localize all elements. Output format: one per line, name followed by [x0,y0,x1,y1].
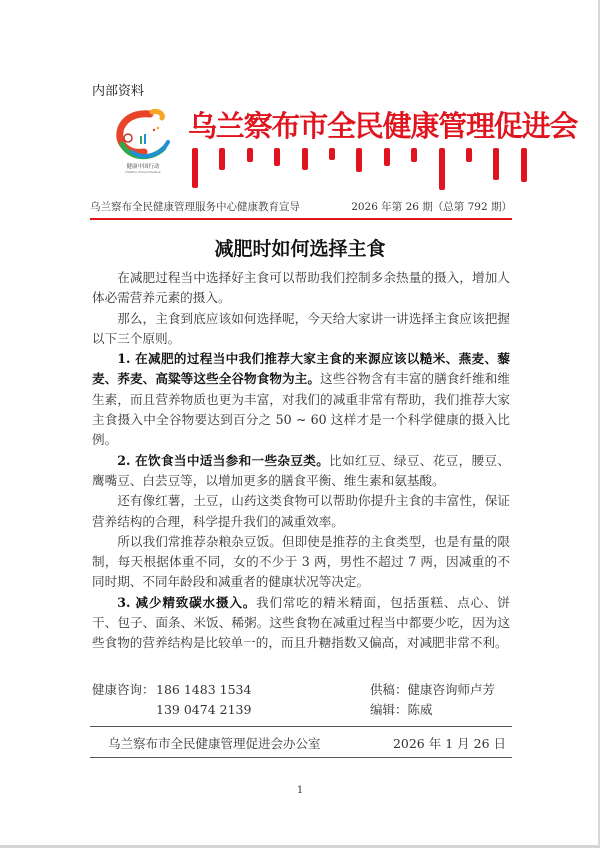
phone-1: 186 1483 1534 [156,682,252,697]
classification-label: 内部资料 [92,84,145,99]
footer-bottom-rule [90,757,512,758]
paragraph: 在减肥过程当中选择好主食可以帮助我们控制多余热量的摄入，增加人体必需营养元素的摄入。 [92,270,510,306]
principle-2: 2. 在饮食当中适当参和一些杂豆类。比如红豆、绿豆、花豆，腰豆、鹰嘴豆、白芸豆等，以增加更多的膳食平衡、维生素和氨基酸。 [92,452,510,488]
article-body [92,268,510,654]
paragraph: 那么，主食到底应该如何选择呢，今天给大家讲一讲选择主食应该把握以下三个原则。 [92,310,510,346]
editor-label: 编辑： [370,702,408,717]
organization-title: 乌兰察布市全民健康管理促进会 [188,109,578,143]
logo-caption: 健康中国行动 [126,164,160,170]
publication-info [90,199,512,214]
article-title: 减肥时如何选择主食 [214,238,386,260]
mongolian-script-title [192,148,527,190]
issue-number: 2026 年第 26 期（总第 792 期） [351,201,512,213]
contributor: 健康咨询师卢芳 [407,682,496,697]
consult-label: 健康咨询： [92,682,155,697]
principle-1: 1. 在减肥的过程当中我们推荐大家主食的来源应该以糙米、燕麦、藜麦、荞麦、高粱等这些全谷物食物为主。这些谷物含有丰富的膳食纤维和维生素，而且营养物质也更为丰富，对我们的减重非常有帮助，我们推荐大家主食摄入中全谷物要达到百分之 50 ~ 60 这样才是一个科学健康的摄入比例。 [92,351,511,448]
office-name: 乌兰察布市全民健康管理促进会办公室 [108,736,321,751]
editor: 陈威 [407,702,433,717]
logo-subcaption: Healthy China Initiative [125,170,161,174]
phone-2: 139 0474 2139 [156,702,252,717]
page-number: 1 [296,785,304,796]
footer [108,734,506,752]
issue-date: 2026 年 1 月 26 日 [392,736,506,751]
header-divider [90,218,512,220]
footer-top-rule [90,726,512,727]
contact-block [92,680,510,720]
paragraph: 还有像红薯，土豆，山药这类食物可以帮助你提升主食的丰富性，保证营养结构的合理，科学提升我们的减重效率。 [92,493,510,529]
publisher: 乌兰察布全民健康管理服务中心健康教育宣导 [90,201,300,213]
contributor-label: 供稿： [370,682,408,697]
paragraph: 所以我们常推荐杂粮杂豆饭。但即使是推荐的主食类型，也是有量的限制，每天根据体重不同，女的不少于 3 两，男性不超过 7 两，因减重的不同时期、不同年龄段和减重者的健康状况等决定。 [92,533,510,590]
principle-3: 3. 减少精致碳水摄入。我们常吃的精米精面，包括蛋糕、点心、饼干、包子、面条、米饭、稀粥。这些食物在减重过程当中都要少吃，因为这些食物的营养结构是比较单一的，而且升糖指数又偏高，对减肥非常不利。 [92,594,510,651]
